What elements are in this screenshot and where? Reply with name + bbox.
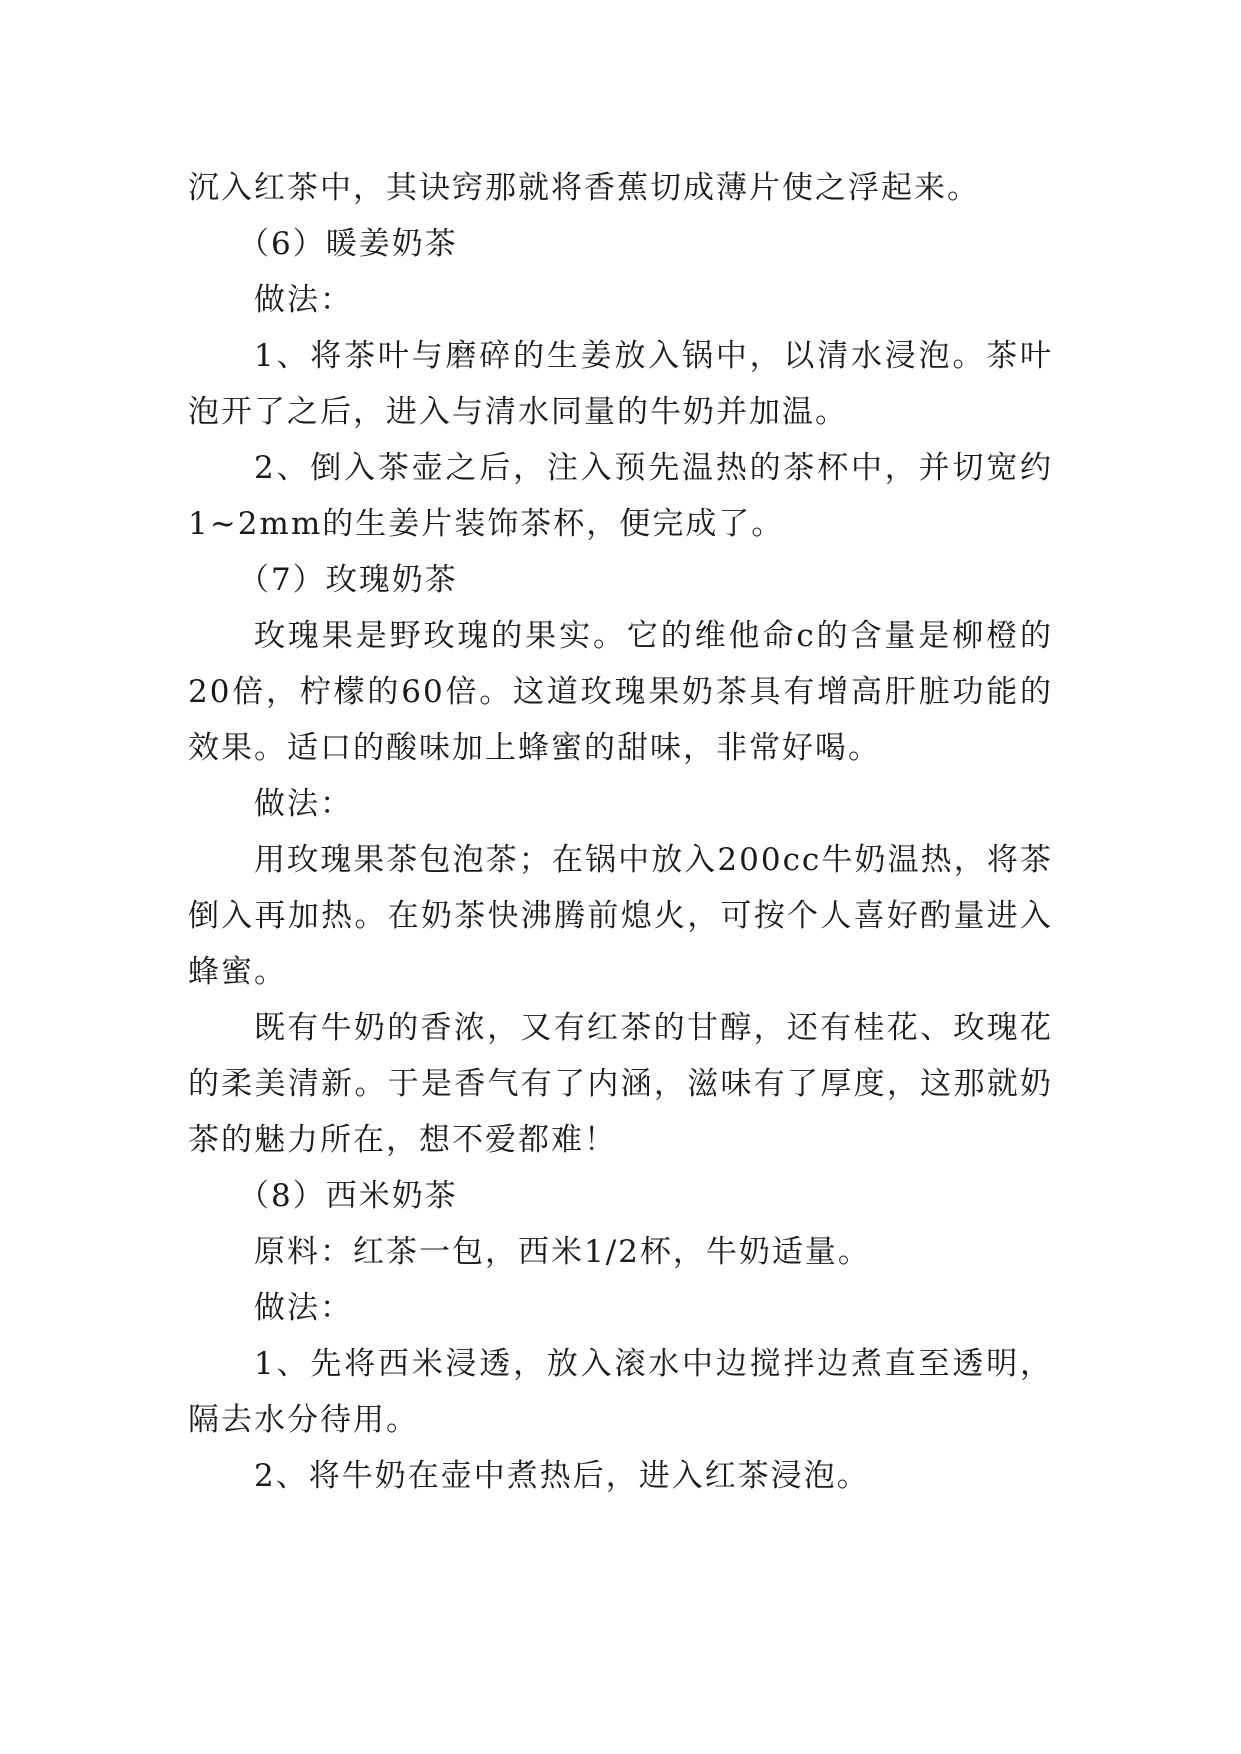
paragraph-step: 2、将牛奶在壶中煮热后，进入红茶浸泡。	[254, 1458, 870, 1494]
method-label: 做法：	[254, 1290, 353, 1326]
paragraph-step: 用玫瑰果茶包泡茶；在锅中放入200cc牛奶温热，将茶倒入再加热。在奶茶快沸腾前熄火，可按个人喜好酌量进入蜂蜜。	[188, 842, 1053, 990]
section-heading-ginger-milk-tea: （6）暖姜奶茶	[238, 226, 458, 262]
paragraph-step: 1、先将西米浸透，放入滚水中边搅拌边煮直至透明，隔去水分待用。	[188, 1346, 1053, 1438]
paragraph-description: 既有牛奶的香浓，又有红茶的甘醇，还有桂花、玫瑰花的柔美清新。于是香气有了内涵，滋味有了厚度，这那就奶茶的魅力所在，想不爱都难！	[188, 1010, 1053, 1158]
ingredients-line: 原料：红茶一包，西米1/2杯，牛奶适量。	[254, 1234, 871, 1270]
method-label: 做法：	[254, 282, 353, 318]
section-heading-sago-milk-tea: （8）西米奶茶	[238, 1178, 458, 1214]
paragraph-step: 1、将茶叶与磨碎的生姜放入锅中，以清水浸泡。茶叶泡开了之后，进入与清水同量的牛奶并加温。	[188, 338, 1053, 430]
paragraph-description: 玫瑰果是野玫瑰的果实。它的维他命c的含量是柳橙的20倍，柠檬的60倍。这道玫瑰果奶茶具有增高肝脏功能的效果。适口的酸味加上蜂蜜的甜味，非常好喝。	[188, 618, 1053, 766]
paragraph-continuation: 沉入红茶中，其诀窍那就将香蕉切成薄片使之浮起来。	[188, 170, 980, 206]
document-body	[188, 160, 1053, 1504]
section-heading-rose-milk-tea: （7）玫瑰奶茶	[238, 562, 458, 598]
method-label: 做法：	[254, 786, 353, 822]
paragraph-step: 2、倒入茶壶之后，注入预先温热的茶杯中，并切宽约1~2mm的生姜片装饰茶杯，便完成了。	[188, 450, 1053, 542]
